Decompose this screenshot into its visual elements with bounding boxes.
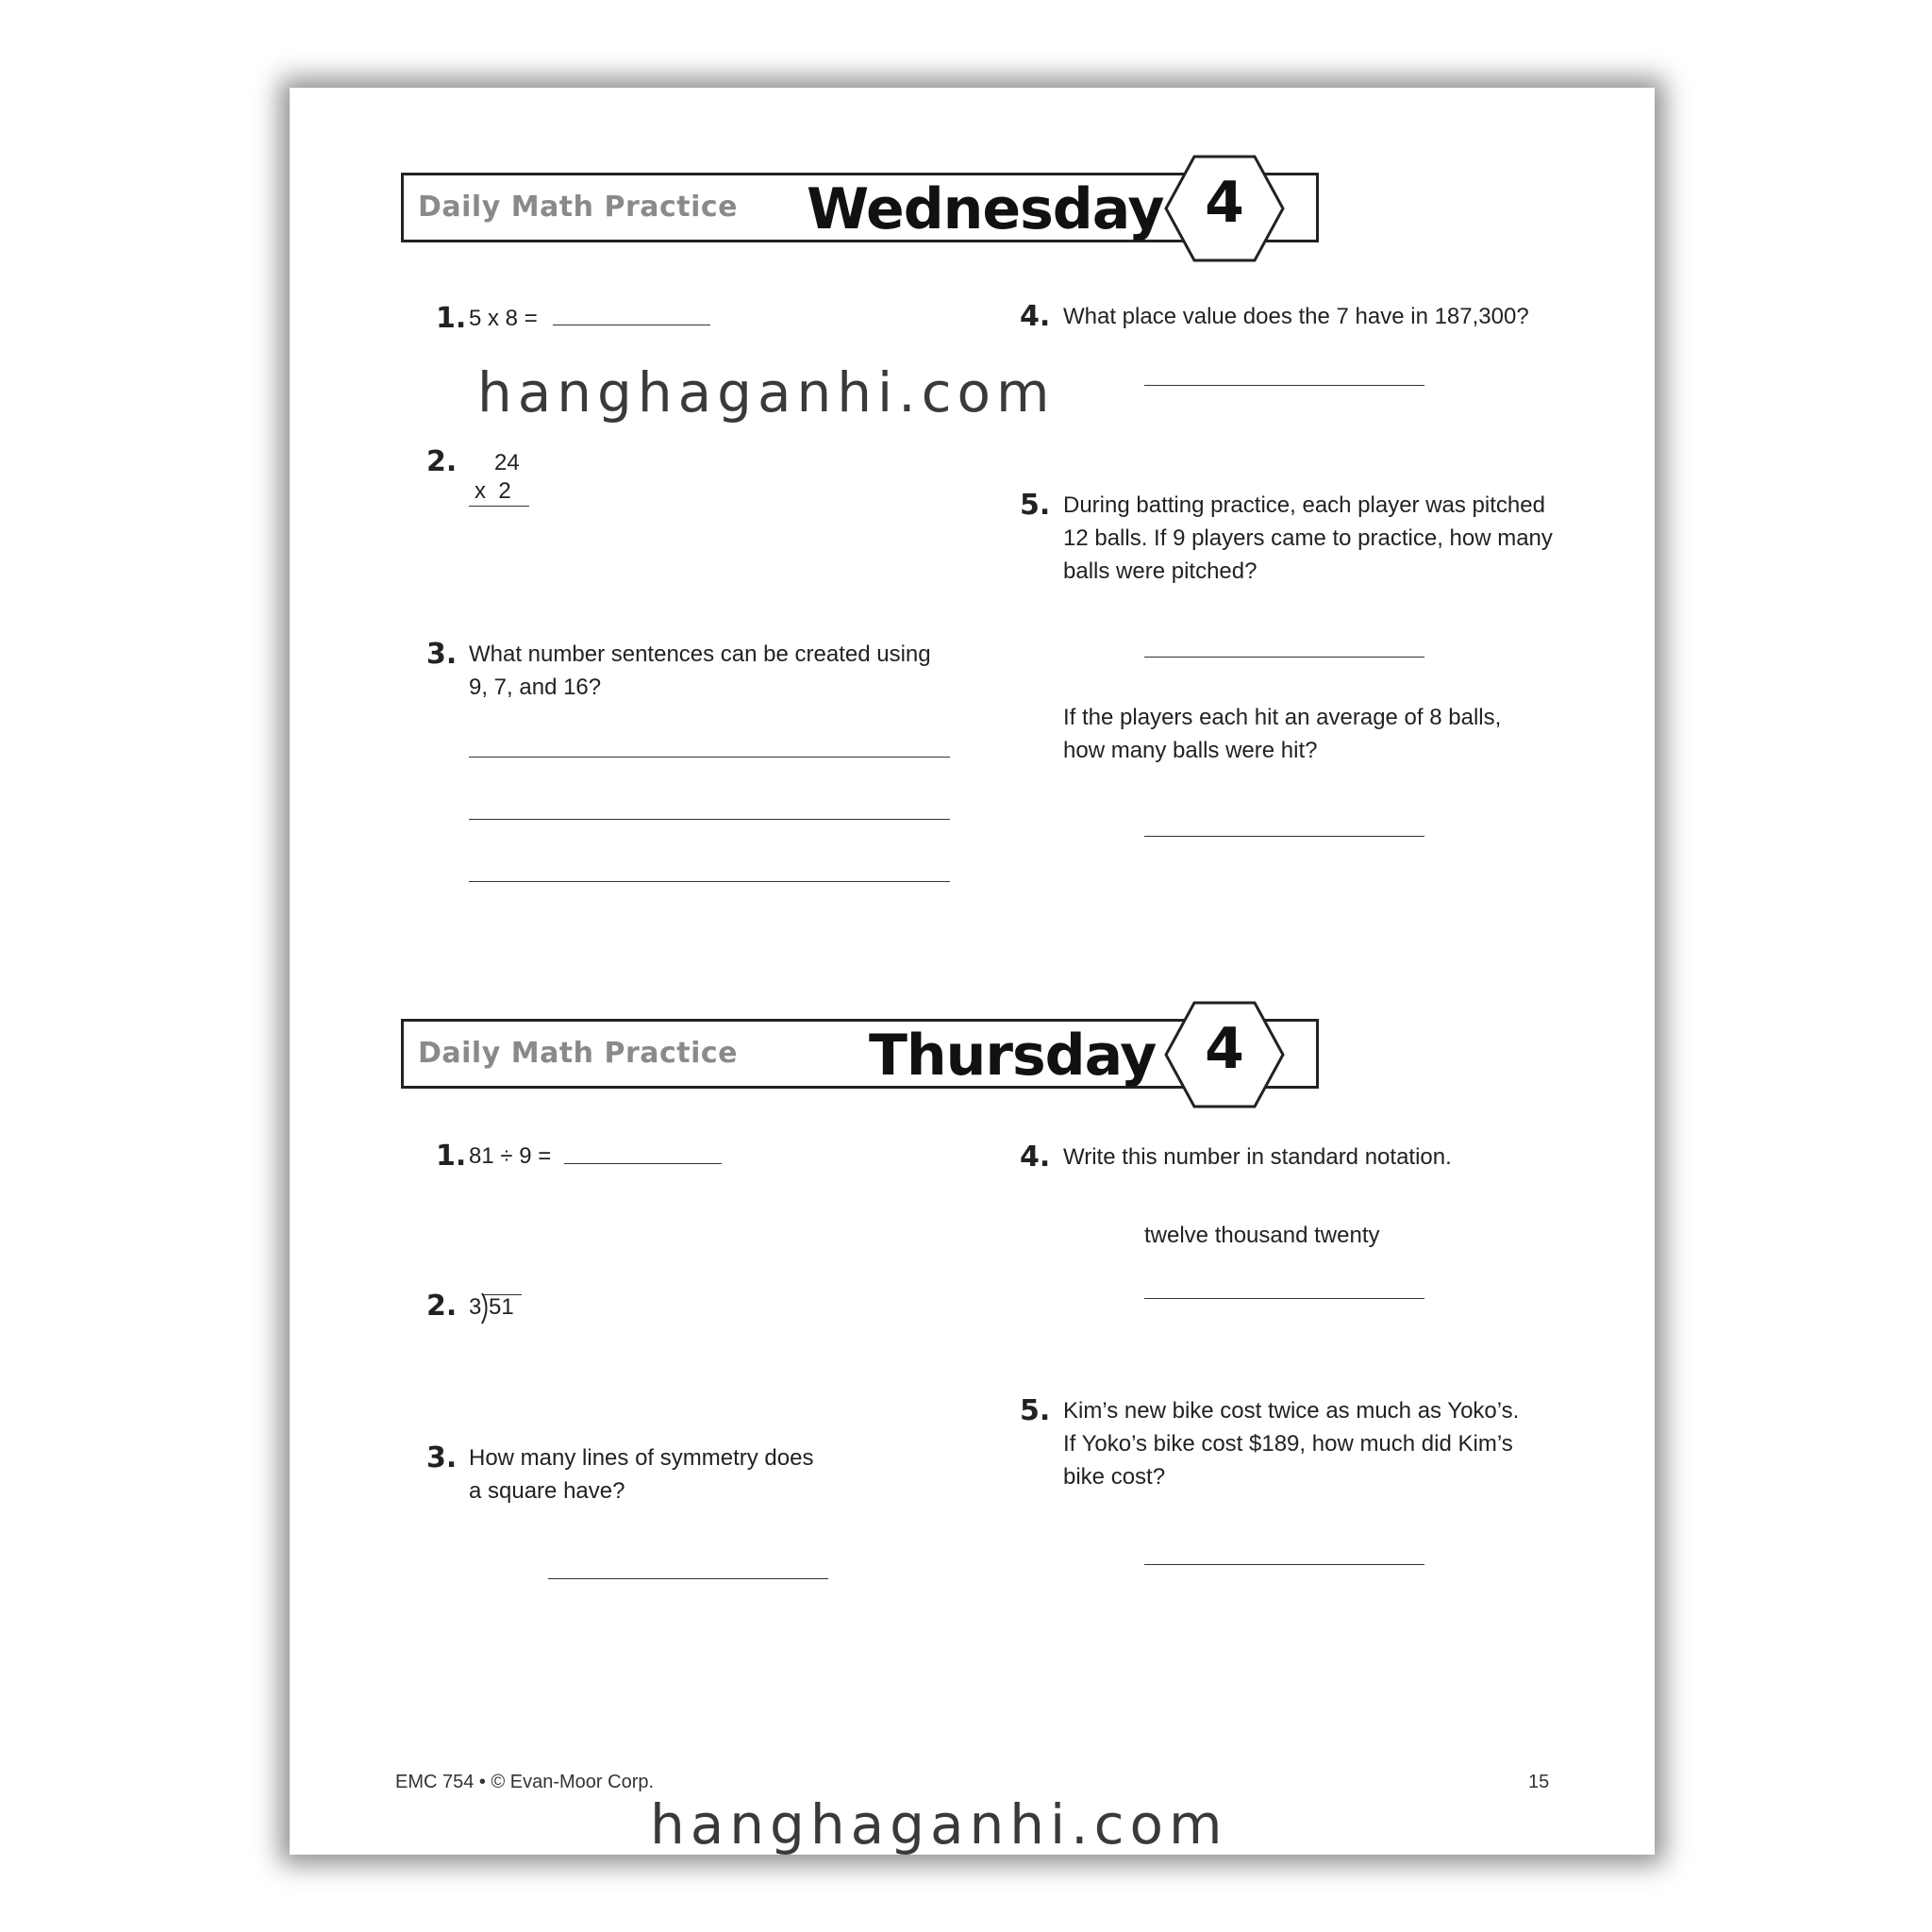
question-text: 9, 7, and 16? (469, 675, 602, 700)
question-text: If the players each hit an average of 8 balls, (1063, 705, 1502, 730)
question-number: 4. (1020, 1141, 1051, 1174)
question-text: 81 ÷ 9 = (469, 1143, 552, 1169)
question-text: During batting practice, each player was pitched (1063, 492, 1545, 518)
wednesday-week-number: 4 (1205, 170, 1244, 236)
question-number: 2. (426, 1290, 458, 1323)
thursday-week-number: 4 (1205, 1016, 1244, 1082)
question-text: Kim’s new bike cost twice as much as Yoko’s. (1063, 1398, 1520, 1424)
wednesday-day-title: Wednesday (807, 176, 1164, 242)
question-text: how many balls were hit? (1063, 738, 1318, 763)
worksheet-page (290, 88, 1655, 1855)
answer-line (469, 881, 950, 882)
number-in-words: twelve thousand twenty (1144, 1223, 1380, 1248)
answer-line (1144, 1298, 1424, 1299)
multiplicand: 24 (494, 450, 520, 475)
question-text: bike cost? (1063, 1464, 1166, 1490)
dividend: 51 (489, 1294, 514, 1320)
question-text: What place value does the 7 have in 187,300? (1063, 304, 1529, 329)
watermark: hanghaganhi.com (477, 360, 1056, 425)
question-number: 2. (426, 445, 458, 478)
answer-line (469, 757, 950, 758)
question-number: 3. (426, 638, 458, 671)
wednesday-brand: Daily Math Practice (418, 191, 739, 224)
answer-line (1144, 836, 1424, 837)
question-number: 5. (1020, 489, 1051, 522)
question-text: If Yoko’s bike cost $189, how much did Kim’s (1063, 1431, 1513, 1457)
question-text: What number sentences can be created using (469, 641, 931, 667)
answer-line (564, 1163, 722, 1164)
question-text: a square have? (469, 1478, 625, 1504)
question-text: How many lines of symmetry does (469, 1445, 814, 1471)
question-text: 5 x 8 = (469, 306, 538, 331)
question-text: 12 balls. If 9 players came to practice, how many (1063, 525, 1553, 551)
product-line (469, 506, 529, 507)
multiplier: x 2 (475, 478, 511, 504)
question-number: 5. (1020, 1394, 1051, 1427)
watermark: hanghaganhi.com (650, 1792, 1228, 1857)
question-number: 3. (426, 1441, 458, 1474)
footer-publisher: EMC 754 • © Evan-Moor Corp. (395, 1772, 655, 1792)
question-number: 1. (436, 1140, 467, 1173)
answer-line (1144, 385, 1424, 386)
divisor: 3 (469, 1294, 482, 1320)
answer-line (1144, 657, 1424, 658)
question-text: Write this number in standard notation. (1063, 1144, 1452, 1170)
question-number: 4. (1020, 300, 1051, 333)
thursday-day-title: Thursday (869, 1023, 1157, 1089)
question-number: 1. (436, 302, 467, 335)
answer-line (1144, 1564, 1424, 1565)
page-number: 15 (1528, 1772, 1550, 1792)
answer-line (469, 819, 950, 820)
answer-line (548, 1578, 828, 1579)
question-text: balls were pitched? (1063, 558, 1257, 584)
thursday-brand: Daily Math Practice (418, 1037, 739, 1070)
